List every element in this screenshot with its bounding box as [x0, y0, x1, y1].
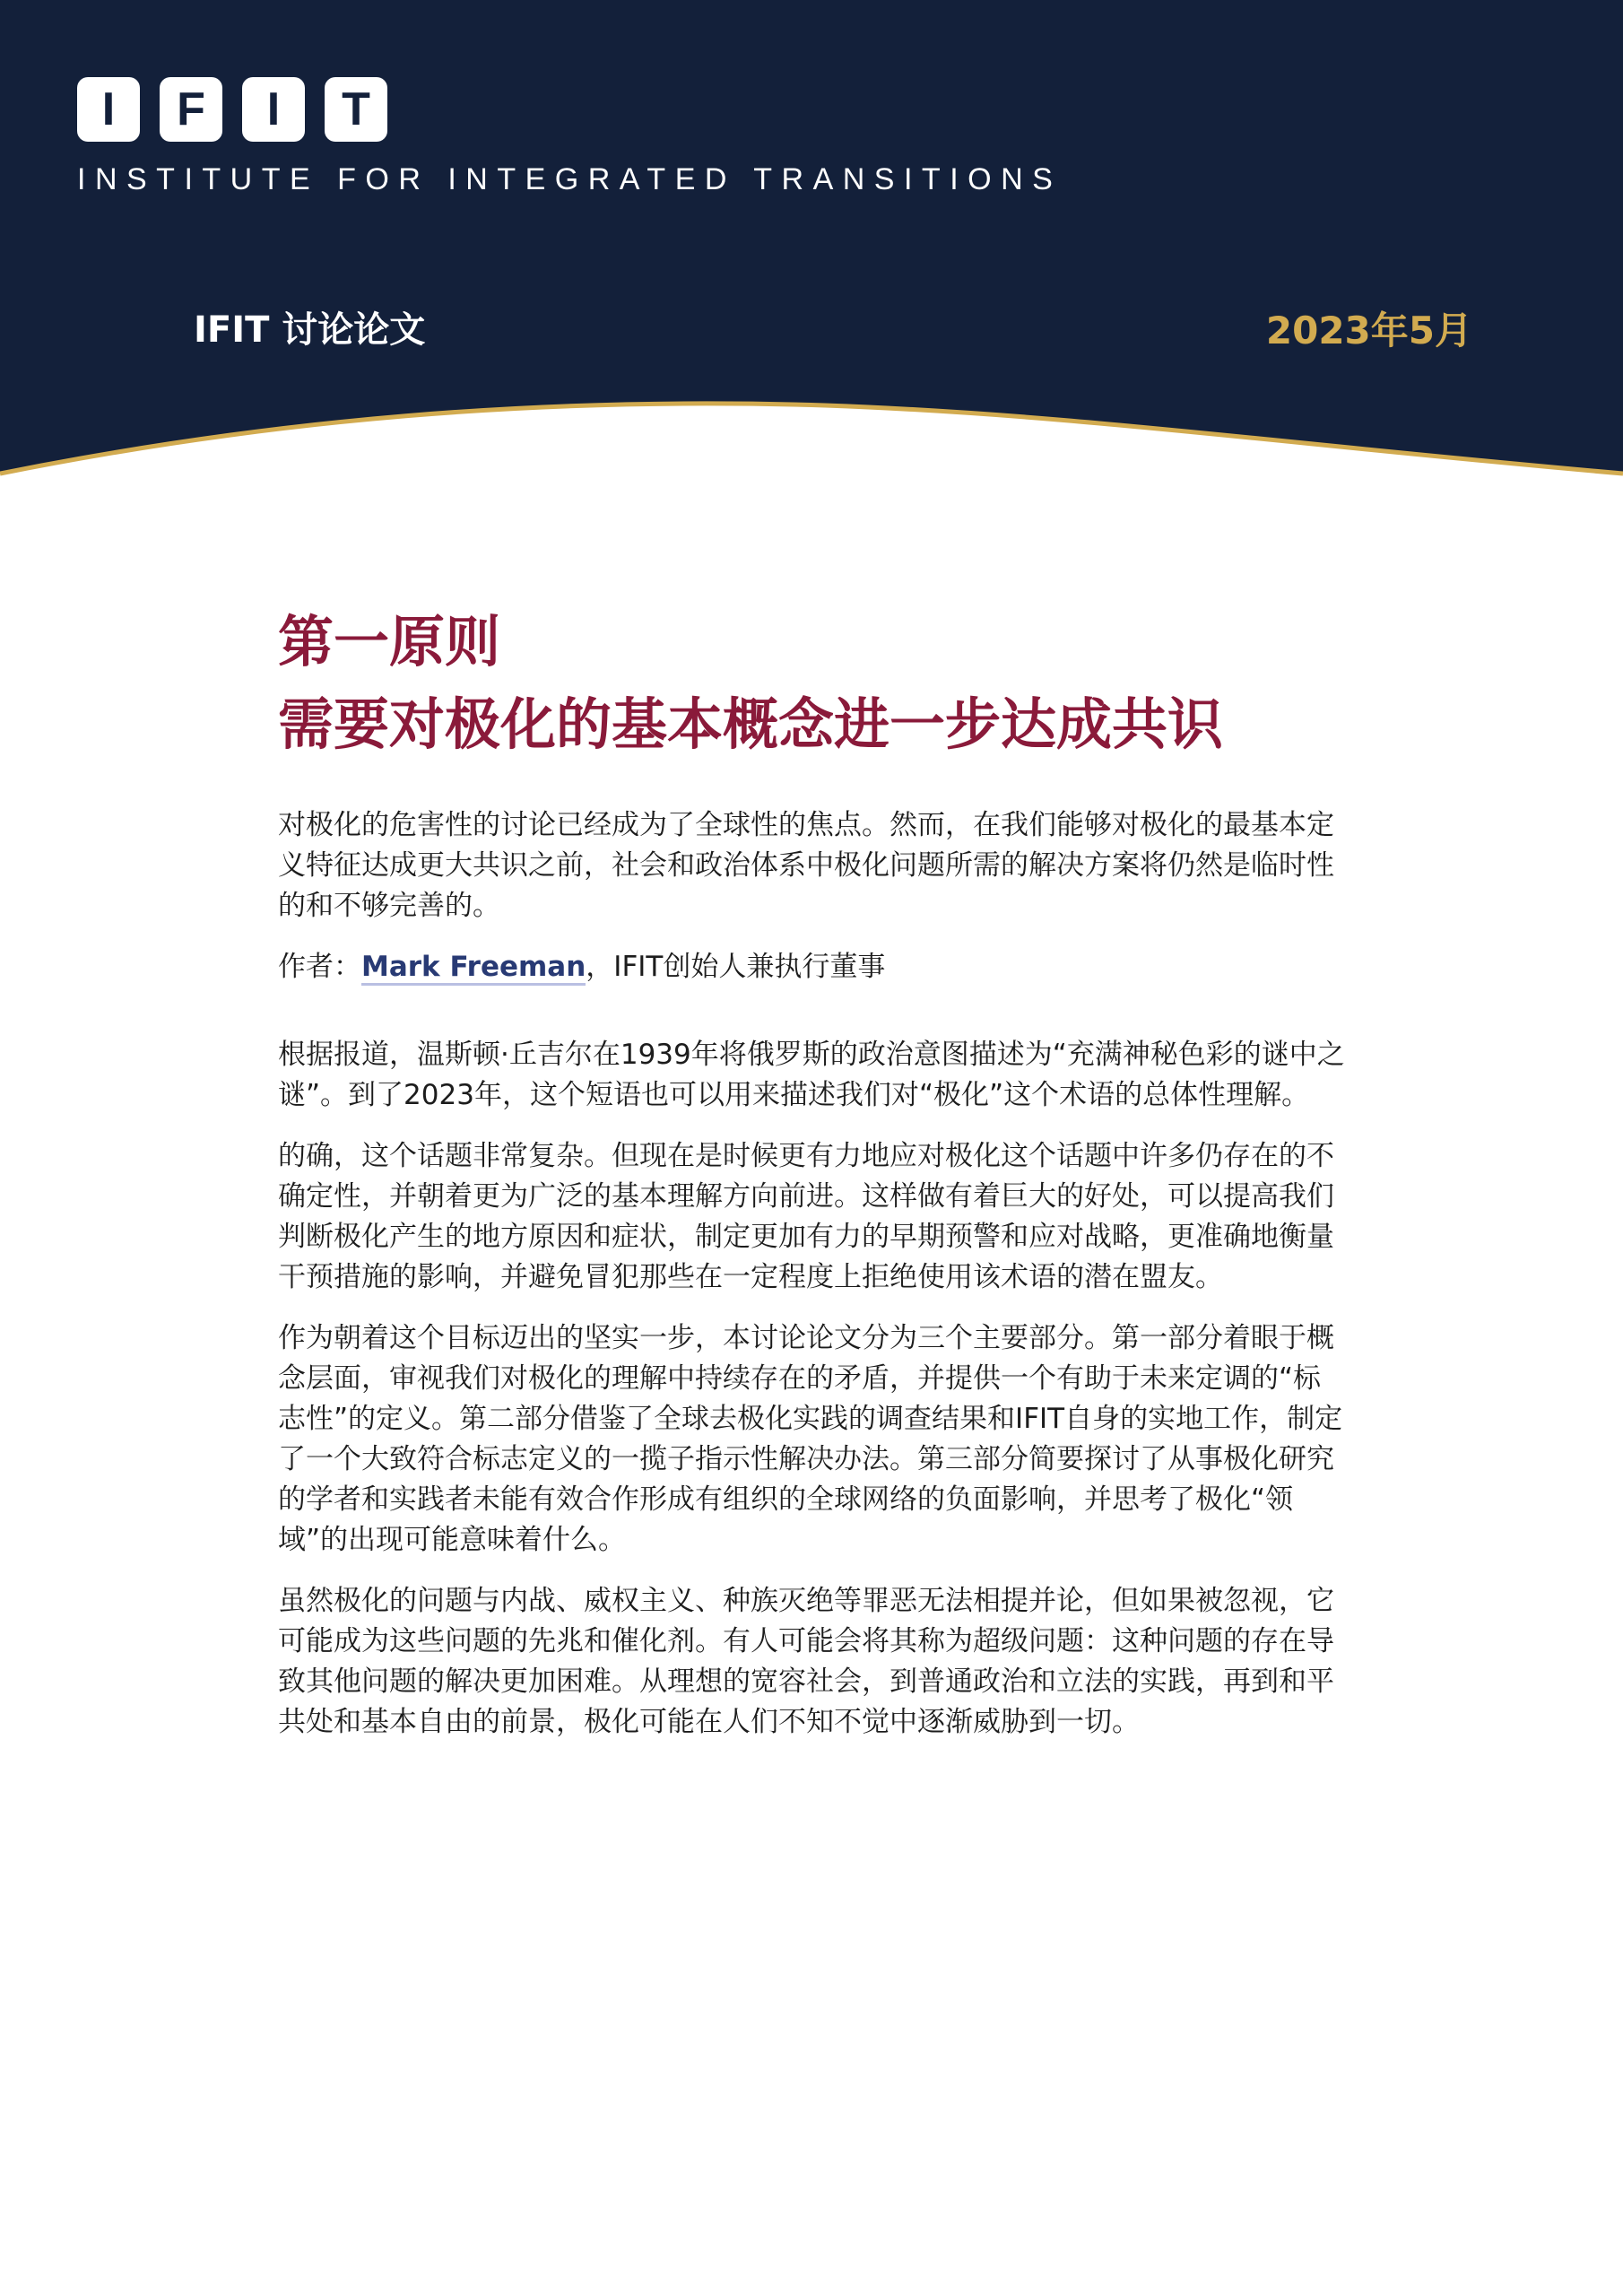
author-name-link[interactable]: Mark Freeman [361, 951, 586, 986]
body-paragraph-3: 作为朝着这个目标迈出的坚实一步，本讨论论文分为三个主要部分。第一部分着眼于概念层面，审视我们对极化的理解中持续存在的矛盾，并提供一个有助于未来定调的“标志性”的定义。第二部分借鉴了全球去极化实践的调查结果和IFIT自身的实地工作，制定了一个大致符合标志定义的一揽子指示性解决办法。第三部分简要探讨了从事极化研究的学者和实践者未能有效合作形成有组织的全球网络的负面影响，并思考了极化“领域”的出现可能意味着什么。 [278, 1322, 1343, 1556]
header-background [0, 0, 1623, 502]
ifit-logo [77, 77, 387, 142]
logo-tile-i-2: I [242, 77, 305, 142]
author-line [278, 947, 1345, 987]
logo-subtitle: INSTITUTE FOR INTEGRATED TRANSITIONS [77, 162, 1063, 196]
author-suffix: ，IFIT创始人兼执行董事 [586, 951, 886, 983]
publication-date: 2023年5月 [1265, 309, 1472, 352]
body-paragraph-4: 虽然极化的问题与内战、威权主义、种族灭绝等罪恶无法相提并论，但如果被忽视，它可能成为这些问题的先兆和催化剂。有人可能会将其称为超级问题：这种问题的存在导致其他问题的解决更加困难。从理想的宽容社会，到普通政治和立法的实践，再到和平共处和基本自由的前景，极化可能在人们不知不觉中逐渐威胁到一切。 [278, 1585, 1334, 1738]
title-line-2: 需要对极化的基本概念进一步达成共识 [278, 691, 1224, 757]
document-title [278, 601, 1408, 766]
logo-tile-f: F [160, 77, 222, 142]
body-text [278, 1035, 1345, 1743]
author-prefix: 作者： [278, 951, 361, 983]
header-banner [0, 0, 1623, 502]
series-label: IFIT 讨论论文 [194, 309, 426, 351]
body-paragraph-1: 根据报道，温斯顿·丘吉尔在1939年将俄罗斯的政治意图描述为“充满神秘色彩的谜中之谜”。到了2023年，这个短语也可以用来描述我们对“极化”这个术语的总体性理解。 [278, 1039, 1345, 1111]
document-content [278, 805, 1345, 1763]
abstract-paragraph: 对极化的危害性的讨论已经成为了全球性的焦点。然而，在我们能够对极化的最基本定义特征达成更大共识之前，社会和政治体系中极化问题所需的解决方案将仍然是临时性的和不够完善的。 [278, 809, 1334, 922]
title-line-1: 第一原则 [278, 609, 501, 674]
logo-tile-i: I [77, 77, 140, 142]
logo-tile-t: T [325, 77, 387, 142]
body-paragraph-2: 的确，这个话题非常复杂。但现在是时候更有力地应对极化这个话题中许多仍存在的不确定性，并朝着更为广泛的基本理解方向前进。这样做有着巨大的好处，可以提高我们判断极化产生的地方原因和症状，制定更加有力的早期预警和应对战略，更准确地衡量干预措施的影响，并避免冒犯那些在一定程度上拒绝使用该术语的潜在盟友。 [278, 1140, 1334, 1293]
